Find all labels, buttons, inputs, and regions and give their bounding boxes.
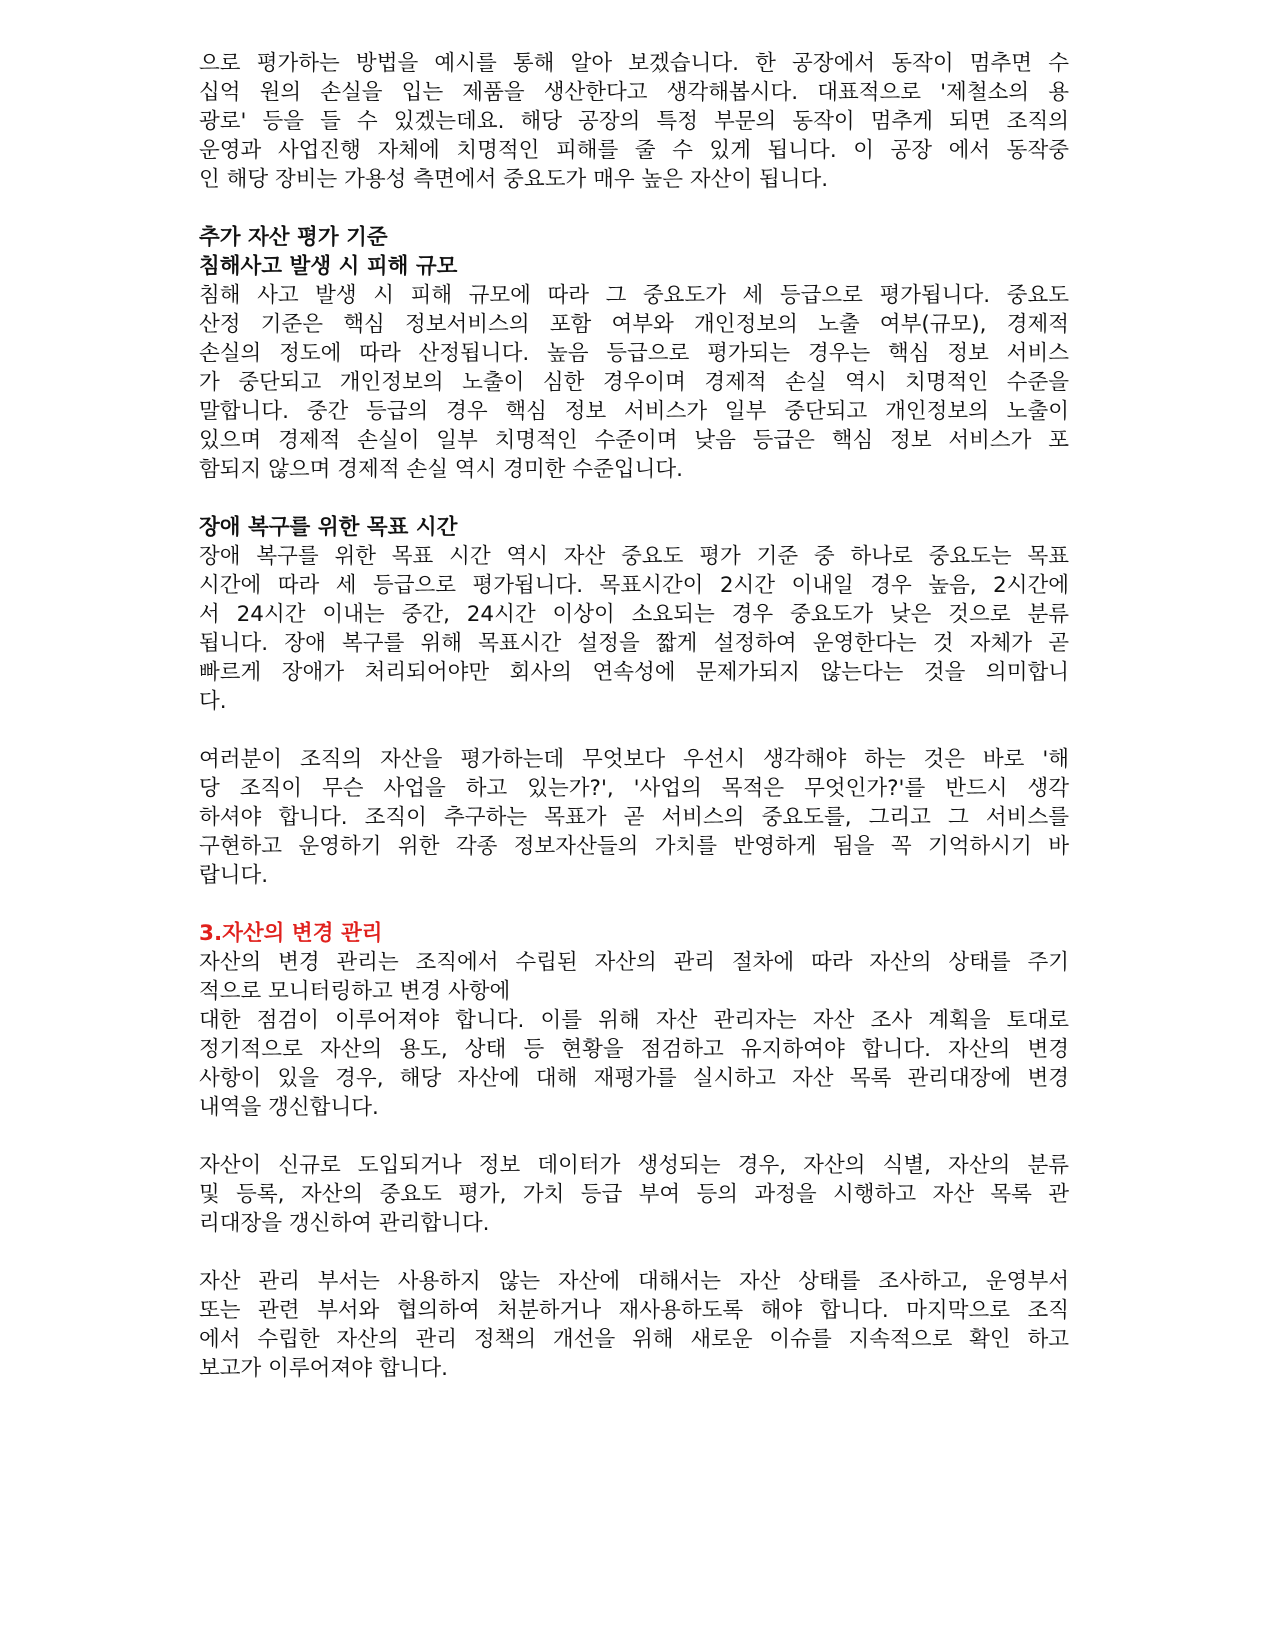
criteria-section — [199, 223, 1069, 484]
paragraph-line: 광로' 등을 들 수 있겠는데요. 해당 공장의 특정 부문의 동작이 멈추게 되면 조직의 — [199, 109, 1069, 134]
paragraph-line: 됩니다. 장애 복구를 위해 목표시간 설정을 짧게 설정하여 운영한다는 것 자체가 곧 — [199, 631, 1069, 656]
paragraph-line: 장애 복구를 위한 목표 시간 역시 자산 중요도 평가 기준 중 하나로 중요도는 목표 — [199, 544, 1069, 569]
paragraph-line: 인 해당 장비는 가용성 측면에서 중요도가 매우 높은 자산이 됩니다. — [199, 167, 829, 192]
paragraph-line: 여러분이 조직의 자산을 평가하는데 무엇보다 우선시 생각해야 하는 것은 바로 '해 — [199, 747, 1069, 772]
paragraph-line: 자산이 신규로 도입되거나 정보 데이터가 생성되는 경우, 자산의 식별, 자산의 분류 — [199, 1153, 1069, 1178]
spacer — [199, 716, 1069, 745]
spacer — [199, 484, 1069, 513]
spacer — [199, 194, 1069, 223]
paragraph-line: 사항이 있을 경우, 해당 자산에 대해 재평가를 실시하고 자산 목록 관리대장에 변경 — [199, 1066, 1069, 1091]
section-heading: 추가 자산 평가 기준 — [199, 225, 388, 250]
spacer — [199, 1122, 1069, 1151]
recovery-section — [199, 513, 1069, 716]
paragraph-line: 서 24시간 이내는 중간, 24시간 이상이 소요되는 경우 중요도가 낮은 것으로 분류 — [199, 602, 1069, 627]
document-page — [199, 49, 1069, 1383]
paragraph-line: 랍니다. — [199, 863, 269, 888]
paragraph-line: 적으로 모니터링하고 변경 사항에 — [199, 979, 511, 1004]
paragraph-line: 산정 기준은 핵심 정보서비스의 포함 여부와 개인정보의 노출 여부(규모), 경제적 — [199, 312, 1069, 337]
paragraph-line: 빠르게 장애가 처리되어야만 회사의 연속성에 문제가되지 않는다는 것을 의미합니 — [199, 660, 1069, 685]
summary-paragraph — [199, 745, 1069, 890]
paragraph-line: 리대장을 갱신하여 관리합니다. — [199, 1211, 490, 1236]
subsection-heading: 장애 복구를 위한 목표 시간 — [199, 515, 458, 540]
spacer — [199, 890, 1069, 919]
paragraph-line: 및 등록, 자산의 중요도 평가, 가치 등급 부여 등의 과정을 시행하고 자산 목록 관 — [199, 1182, 1069, 1207]
paragraph-line: 십억 원의 손실을 입는 제품을 생산한다고 생각해봅시다. 대표적으로 '제철소의 용 — [199, 80, 1069, 105]
paragraph-line: 정기적으로 자산의 용도, 상태 등 현황을 점검하고 유지하여야 합니다. 자산의 변경 — [199, 1037, 1069, 1062]
paragraph-line: 다. — [199, 689, 227, 714]
paragraph-line: 있으며 경제적 손실이 일부 치명적인 수준이며 낮음 등급은 핵심 정보 서비스가 포 — [199, 428, 1069, 453]
spacer — [199, 1238, 1069, 1267]
paragraph-line: 자산의 변경 관리는 조직에서 수립된 자산의 관리 절차에 따라 자산의 상태를 주기 — [199, 950, 1069, 975]
paragraph-line: 가 중단되고 개인정보의 노출이 심한 경우이며 경제적 손실 역시 치명적인 수준을 — [199, 370, 1069, 395]
paragraph-line: 침해 사고 발생 시 피해 규모에 따라 그 중요도가 세 등급으로 평가됩니다. 중요도 — [199, 283, 1069, 308]
paragraph-line: 내역을 갱신합니다. — [199, 1095, 379, 1120]
paragraph-line: 시간에 따라 세 등급으로 평가됩니다. 목표시간이 2시간 이내일 경우 높음, 2시간에 — [199, 573, 1069, 598]
paragraph-line: 함되지 않으며 경제적 손실 역시 경미한 수준입니다. — [199, 457, 683, 482]
paragraph-line: 하셔야 합니다. 조직이 추구하는 목표가 곧 서비스의 중요도를, 그리고 그 서비스를 — [199, 805, 1069, 830]
paragraph-line: 운영과 사업진행 자체에 치명적인 피해를 줄 수 있게 됩니다. 이 공장 에서 동작중 — [199, 138, 1069, 163]
paragraph-line: 당 조직이 무슨 사업을 하고 있는가?', '사업의 목적은 무엇인가?'를 반드시 생각 — [199, 776, 1069, 801]
section-heading-numbered: 3.자산의 변경 관리 — [199, 921, 383, 946]
intro-paragraph — [199, 49, 1069, 194]
paragraph-line: 말합니다. 중간 등급의 경우 핵심 정보 서비스가 일부 중단되고 개인정보의 노출이 — [199, 399, 1069, 424]
paragraph-line: 대한 점검이 이루어져야 합니다. 이를 위해 자산 관리자는 자산 조사 계획을 토대로 — [199, 1008, 1069, 1033]
paragraph-line: 손실의 정도에 따라 산정됩니다. 높음 등급으로 평가되는 경우는 핵심 정보 서비스 — [199, 341, 1069, 366]
paragraph-line: 보고가 이루어져야 합니다. — [199, 1356, 448, 1381]
change-management-section — [199, 919, 1069, 1383]
paragraph-line: 구현하고 운영하기 위한 각종 정보자산들의 가치를 반영하게 됨을 꼭 기억하시기 바 — [199, 834, 1069, 859]
paragraph-line: 자산 관리 부서는 사용하지 않는 자산에 대해서는 자산 상태를 조사하고, 운영부서 — [199, 1269, 1069, 1294]
paragraph-line: 으로 평가하는 방법을 예시를 통해 알아 보겠습니다. 한 공장에서 동작이 멈추면 수 — [199, 51, 1069, 76]
paragraph-line: 에서 수립한 자산의 관리 정책의 개선을 위해 새로운 이슈를 지속적으로 확인 하고 — [199, 1327, 1069, 1352]
subsection-heading: 침해사고 발생 시 피해 규모 — [199, 254, 458, 279]
paragraph-line: 또는 관련 부서와 협의하여 처분하거나 재사용하도록 해야 합니다. 마지막으로 조직 — [199, 1298, 1069, 1323]
